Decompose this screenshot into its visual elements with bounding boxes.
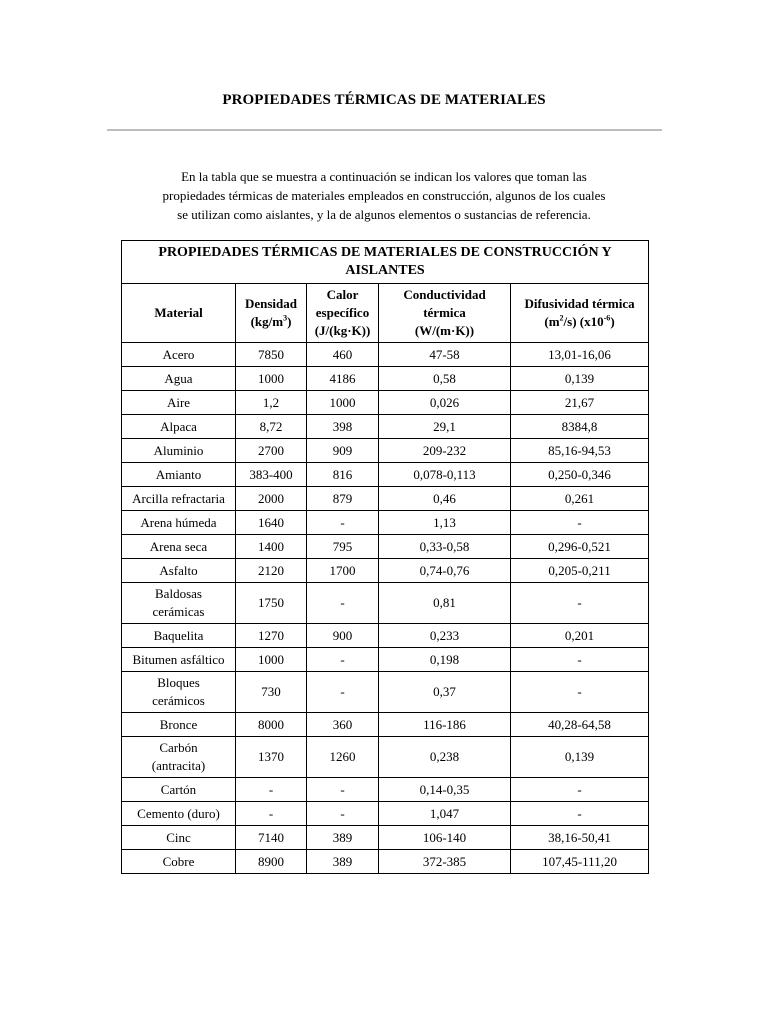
cell-conductivity: 1,13 <box>379 511 511 535</box>
header-label: Difusividad térmica <box>524 296 635 311</box>
table-row <box>122 672 649 713</box>
cell-material: Arcilla refractaria <box>122 487 236 511</box>
cell-material-line: cerámicos <box>152 693 205 708</box>
intro-line: se utilizan como aislantes, y la de algunos elementos o sustancias de referencia. <box>177 207 591 222</box>
cell-material <box>122 583 236 624</box>
header-unit: ) <box>610 314 615 329</box>
cell-density: 8,72 <box>236 415 307 439</box>
intro-paragraph <box>118 167 650 224</box>
cell-specific-heat: 389 <box>307 826 379 850</box>
cell-material: Aluminio <box>122 439 236 463</box>
cell-material: Cartón <box>122 778 236 802</box>
cell-diffusivity: 40,28-64,58 <box>511 713 649 737</box>
table-row <box>122 439 649 463</box>
thermal-properties-table <box>121 240 649 874</box>
table-row <box>122 391 649 415</box>
header-label: Material <box>154 305 203 320</box>
cell-diffusivity: - <box>511 778 649 802</box>
cell-conductivity: 116-186 <box>379 713 511 737</box>
header-conductivity <box>379 284 511 343</box>
cell-conductivity: 0,198 <box>379 648 511 672</box>
cell-density: 730 <box>236 672 307 713</box>
cell-conductivity: 106-140 <box>379 826 511 850</box>
cell-material: Amianto <box>122 463 236 487</box>
table-row <box>122 624 649 648</box>
header-unit: (W/(m·K)) <box>414 323 475 338</box>
cell-material: Alpaca <box>122 415 236 439</box>
table-row <box>122 463 649 487</box>
table-row <box>122 648 649 672</box>
cell-conductivity: 0,14-0,35 <box>379 778 511 802</box>
cell-specific-heat: 360 <box>307 713 379 737</box>
cell-conductivity: 0,46 <box>379 487 511 511</box>
document-title: PROPIEDADES TÉRMICAS DE MATERIALES <box>222 92 546 108</box>
cell-specific-heat: 795 <box>307 535 379 559</box>
cell-specific-heat: 1260 <box>307 737 379 778</box>
header-unit-exponent: -6 <box>603 313 611 323</box>
cell-conductivity: 0,078-0,113 <box>379 463 511 487</box>
header-density <box>236 284 307 343</box>
cell-conductivity: 29,1 <box>379 415 511 439</box>
header-unit: ) <box>287 314 292 329</box>
cell-diffusivity: 0,139 <box>511 367 649 391</box>
cell-material <box>122 737 236 778</box>
cell-diffusivity: 85,16-94,53 <box>511 439 649 463</box>
cell-conductivity: 0,81 <box>379 583 511 624</box>
cell-material: Arena húmeda <box>122 511 236 535</box>
table-row <box>122 343 649 367</box>
cell-diffusivity: 0,250-0,346 <box>511 463 649 487</box>
cell-specific-heat: 909 <box>307 439 379 463</box>
cell-specific-heat: 398 <box>307 415 379 439</box>
cell-conductivity: 0,37 <box>379 672 511 713</box>
cell-density: - <box>236 778 307 802</box>
table-row <box>122 802 649 826</box>
table-row <box>122 487 649 511</box>
cell-specific-heat: 389 <box>307 850 379 874</box>
cell-material-line: Carbón <box>159 740 198 755</box>
cell-specific-heat: 4186 <box>307 367 379 391</box>
cell-specific-heat: 460 <box>307 343 379 367</box>
table-row <box>122 737 649 778</box>
cell-conductivity: 372-385 <box>379 850 511 874</box>
cell-conductivity: 47-58 <box>379 343 511 367</box>
header-label: Densidad <box>244 296 298 311</box>
table-row <box>122 850 649 874</box>
cell-diffusivity: - <box>511 648 649 672</box>
cell-material-line: Baldosas <box>155 586 202 601</box>
cell-density: 1000 <box>236 648 307 672</box>
header-unit: (m <box>544 314 560 329</box>
table-row <box>122 511 649 535</box>
cell-density: 1750 <box>236 583 307 624</box>
table-caption-line: PROPIEDADES TÉRMICAS DE MATERIALES DE CONSTRUCCIÓN Y <box>158 245 612 260</box>
cell-material: Cobre <box>122 850 236 874</box>
table-header-row <box>122 284 649 343</box>
intro-line: propiedades térmicas de materiales empleados en construcción, algunos de los cuales <box>162 188 606 203</box>
header-unit: /s) (x10 <box>563 314 604 329</box>
cell-material: Cemento (duro) <box>122 802 236 826</box>
table-row <box>122 778 649 802</box>
cell-density: 2000 <box>236 487 307 511</box>
cell-material: Acero <box>122 343 236 367</box>
cell-specific-heat: 1700 <box>307 559 379 583</box>
cell-material: Baquelita <box>122 624 236 648</box>
cell-density: 383-400 <box>236 463 307 487</box>
cell-density: 1270 <box>236 624 307 648</box>
table-row <box>122 559 649 583</box>
cell-diffusivity: - <box>511 583 649 624</box>
cell-diffusivity: 0,139 <box>511 737 649 778</box>
cell-density: 8000 <box>236 713 307 737</box>
cell-density: 7140 <box>236 826 307 850</box>
header-unit-exponent: 2 <box>559 313 564 323</box>
cell-material: Agua <box>122 367 236 391</box>
cell-conductivity: 0,58 <box>379 367 511 391</box>
cell-conductivity: 0,238 <box>379 737 511 778</box>
table-caption <box>122 241 649 284</box>
cell-specific-heat: 1000 <box>307 391 379 415</box>
cell-conductivity: 0,33-0,58 <box>379 535 511 559</box>
cell-density: - <box>236 802 307 826</box>
cell-density: 7850 <box>236 343 307 367</box>
cell-density: 1000 <box>236 367 307 391</box>
cell-diffusivity: 0,201 <box>511 624 649 648</box>
cell-material: Cinc <box>122 826 236 850</box>
cell-specific-heat: - <box>307 802 379 826</box>
cell-material: Arena seca <box>122 535 236 559</box>
cell-diffusivity: 38,16-50,41 <box>511 826 649 850</box>
header-unit: (J/(kg·K)) <box>314 323 371 338</box>
cell-material <box>122 672 236 713</box>
cell-conductivity: 1,047 <box>379 802 511 826</box>
cell-density: 2700 <box>236 439 307 463</box>
intro-line: En la tabla que se muestra a continuación se indican los valores que toman las <box>181 169 587 184</box>
header-material <box>122 284 236 343</box>
table-body <box>122 343 649 874</box>
cell-density: 2120 <box>236 559 307 583</box>
cell-density: 1400 <box>236 535 307 559</box>
header-specific-heat <box>307 284 379 343</box>
cell-conductivity: 209-232 <box>379 439 511 463</box>
header-label: térmica <box>423 305 466 320</box>
cell-diffusivity: 13,01-16,06 <box>511 343 649 367</box>
cell-material-line: Bloques <box>157 675 200 690</box>
cell-density: 1370 <box>236 737 307 778</box>
cell-diffusivity: 107,45-111,20 <box>511 850 649 874</box>
cell-diffusivity: 0,296-0,521 <box>511 535 649 559</box>
cell-diffusivity: - <box>511 802 649 826</box>
cell-specific-heat: - <box>307 511 379 535</box>
cell-diffusivity: 21,67 <box>511 391 649 415</box>
table-row <box>122 367 649 391</box>
cell-specific-heat: - <box>307 648 379 672</box>
cell-specific-heat: 816 <box>307 463 379 487</box>
table-row <box>122 535 649 559</box>
header-label: específico <box>315 305 370 320</box>
cell-diffusivity: 0,205-0,211 <box>511 559 649 583</box>
cell-diffusivity: - <box>511 511 649 535</box>
cell-conductivity: 0,026 <box>379 391 511 415</box>
header-diffusivity <box>511 284 649 343</box>
cell-density: 8900 <box>236 850 307 874</box>
cell-material: Bitumen asfáltico <box>122 648 236 672</box>
cell-material: Aire <box>122 391 236 415</box>
header-unit-exponent: 3 <box>283 313 288 323</box>
cell-diffusivity: 8384,8 <box>511 415 649 439</box>
cell-specific-heat: - <box>307 583 379 624</box>
cell-conductivity: 0,233 <box>379 624 511 648</box>
table-row <box>122 826 649 850</box>
cell-specific-heat: - <box>307 778 379 802</box>
table-caption-line: AISLANTES <box>345 263 425 278</box>
table-row <box>122 415 649 439</box>
header-label: Calor <box>326 287 359 302</box>
header-label: Conductividad <box>403 287 486 302</box>
cell-material-line: cerámicas <box>152 604 205 619</box>
table-row <box>122 583 649 624</box>
cell-density: 1,2 <box>236 391 307 415</box>
header-unit: (kg/m <box>250 314 284 329</box>
title-divider <box>107 129 662 131</box>
cell-specific-heat: 879 <box>307 487 379 511</box>
cell-conductivity: 0,74-0,76 <box>379 559 511 583</box>
cell-specific-heat: - <box>307 672 379 713</box>
table-row <box>122 713 649 737</box>
cell-specific-heat: 900 <box>307 624 379 648</box>
cell-diffusivity: - <box>511 672 649 713</box>
cell-material: Asfalto <box>122 559 236 583</box>
cell-material-line: (antracita) <box>151 758 206 773</box>
cell-diffusivity: 0,261 <box>511 487 649 511</box>
cell-density: 1640 <box>236 511 307 535</box>
cell-material: Bronce <box>122 713 236 737</box>
